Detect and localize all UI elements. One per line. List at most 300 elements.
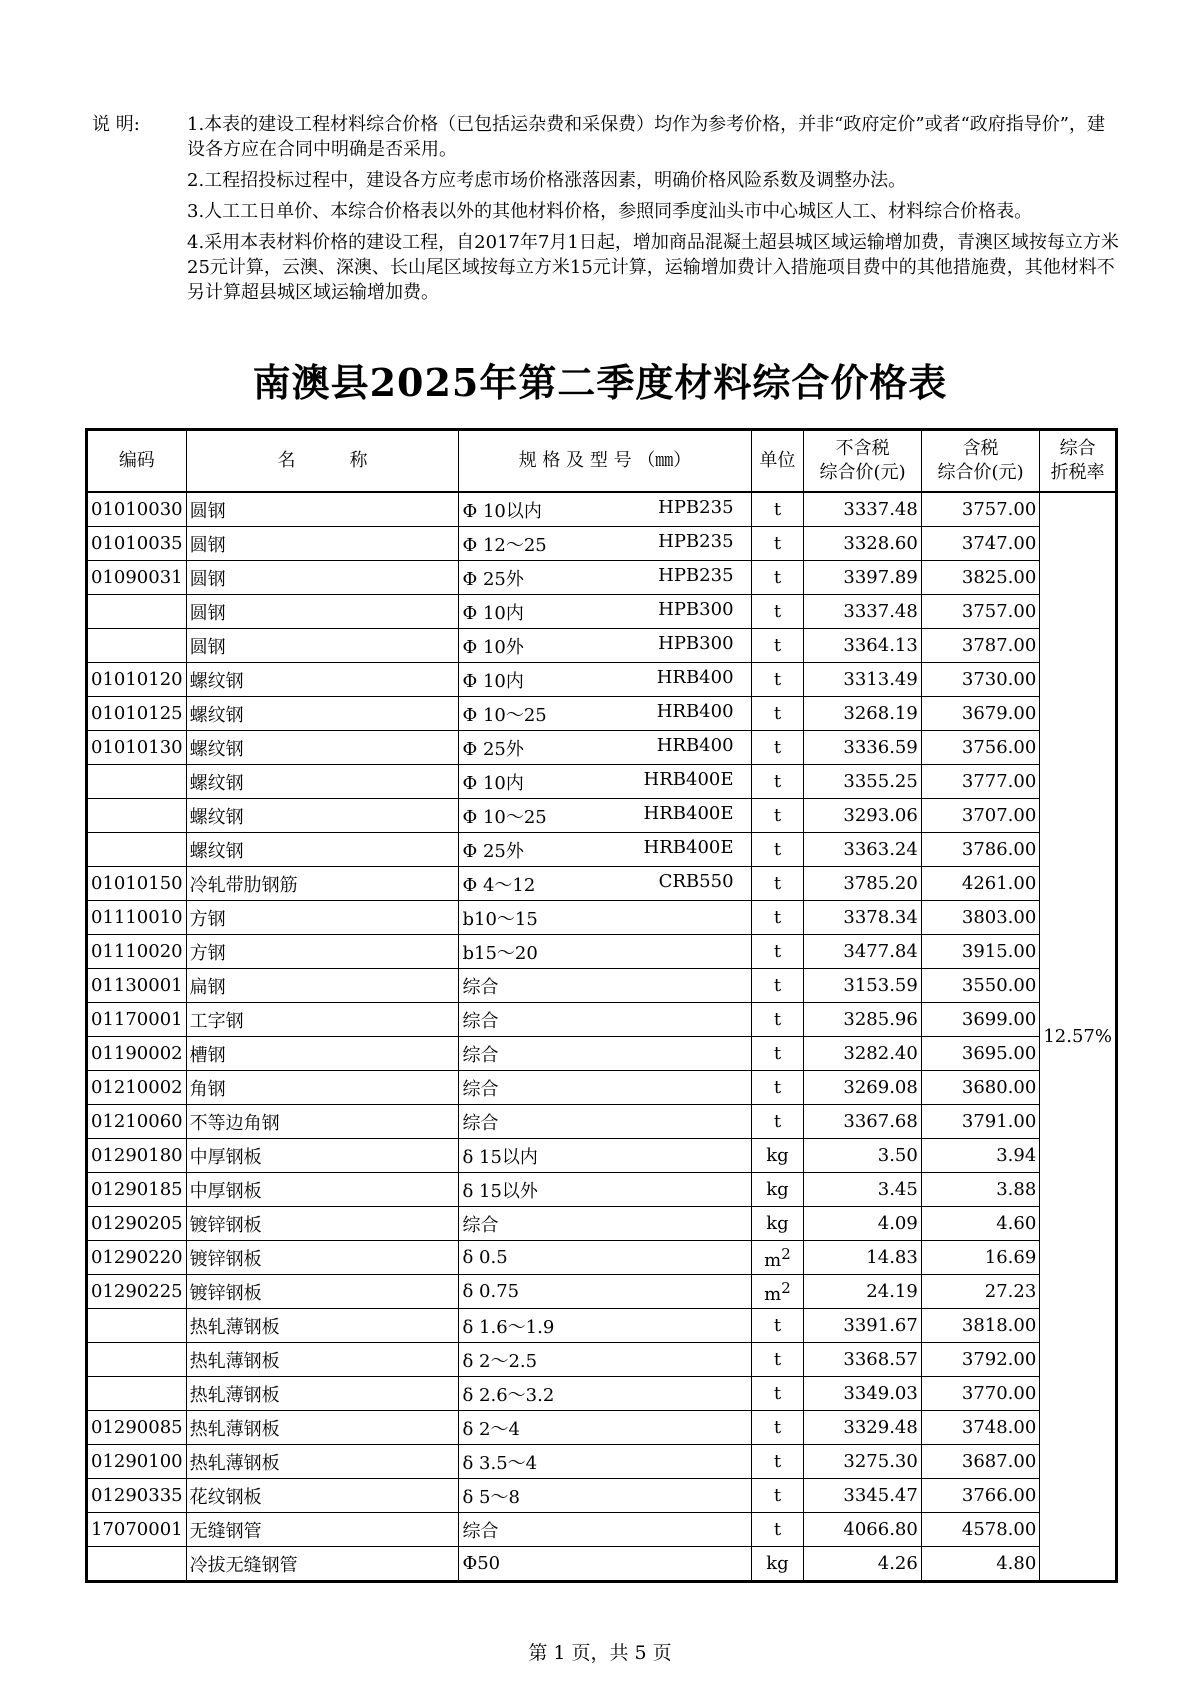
cell-tax: 3757.00 xyxy=(921,492,1039,527)
cell-tax: 3748.00 xyxy=(921,1411,1039,1445)
table-row xyxy=(87,663,1117,697)
cell-spec xyxy=(459,663,751,697)
cell-code: 01190002 xyxy=(87,1037,187,1071)
cell-pre-tax: 3477.84 xyxy=(804,935,922,969)
header-rate xyxy=(1040,430,1117,493)
cell-unit xyxy=(751,833,804,867)
unit-text: t xyxy=(773,499,782,520)
cell-pre-tax: 3345.47 xyxy=(804,1479,922,1513)
cell-unit xyxy=(751,1343,804,1377)
unit-text: t xyxy=(773,703,782,724)
unit-text: t xyxy=(773,1315,782,1336)
cell-tax: 4578.00 xyxy=(921,1513,1039,1547)
header-pre-tax xyxy=(804,430,922,493)
cell-name: 槽钢 xyxy=(186,1037,459,1071)
cell-unit xyxy=(751,527,804,561)
cell-name: 镀锌钢板 xyxy=(186,1275,459,1309)
cell-unit xyxy=(751,595,804,629)
table-row xyxy=(87,833,1117,867)
header-rate-line2: 折税率 xyxy=(1050,462,1105,483)
page-title: 南澳县2025年第二季度材料综合价格表 xyxy=(252,360,948,405)
cell-unit xyxy=(751,1275,804,1309)
table-row xyxy=(87,527,1117,561)
cell-code: 01110020 xyxy=(87,935,187,969)
spec-size: δ 5～8 xyxy=(462,1486,520,1508)
cell-unit xyxy=(751,867,804,901)
unit-text: t xyxy=(773,873,782,894)
cell-pre-tax: 3.50 xyxy=(804,1139,922,1173)
cell-tax: 3756.00 xyxy=(921,731,1039,765)
cell-tax: 3707.00 xyxy=(921,799,1039,833)
cell-code: 01290205 xyxy=(87,1207,187,1241)
cell-tax: 3747.00 xyxy=(921,527,1039,561)
spec-size: δ 2.6～3.2 xyxy=(462,1384,555,1406)
unit-text: t xyxy=(773,635,782,656)
unit-text: t xyxy=(773,1485,782,1506)
table-row xyxy=(87,731,1117,765)
cell-tax: 3687.00 xyxy=(921,1445,1039,1479)
cell-name: 热轧薄钢板 xyxy=(186,1343,459,1377)
spec-size: Φ 10内 xyxy=(462,670,524,692)
cell-name: 螺纹钢 xyxy=(186,731,459,765)
cell-code: 01290225 xyxy=(87,1275,187,1309)
cell-pre-tax: 3378.34 xyxy=(804,901,922,935)
cell-pre-tax: 3268.19 xyxy=(804,697,922,731)
table-row xyxy=(87,1139,1117,1173)
unit-text: t xyxy=(773,1519,782,1540)
cell-tax: 3803.00 xyxy=(921,901,1039,935)
cell-tax: 3.88 xyxy=(921,1173,1039,1207)
cell-tax: 4.80 xyxy=(921,1547,1039,1582)
cell-unit xyxy=(751,765,804,799)
cell-unit xyxy=(751,1445,804,1479)
cell-rate: 12.57% xyxy=(1040,492,1117,1582)
spec-grade: HPB235 xyxy=(658,496,734,518)
unit-sup: 2 xyxy=(781,1278,791,1297)
spec-grade: HRB400 xyxy=(656,700,734,722)
cell-spec xyxy=(459,1547,751,1582)
cell-spec xyxy=(459,1513,751,1547)
unit-text: t xyxy=(773,533,782,554)
cell-unit xyxy=(751,1547,804,1582)
cell-unit xyxy=(751,731,804,765)
table-row xyxy=(87,765,1117,799)
unit-text: t xyxy=(773,839,782,860)
cell-pre-tax: 14.83 xyxy=(804,1241,922,1275)
cell-tax: 3680.00 xyxy=(921,1071,1039,1105)
table-row xyxy=(87,867,1117,901)
cell-spec xyxy=(459,1411,751,1445)
spec-size: δ 0.75 xyxy=(462,1281,520,1302)
cell-tax: 3786.00 xyxy=(921,833,1039,867)
spec-grade: HPB300 xyxy=(658,598,734,620)
cell-unit xyxy=(751,1513,804,1547)
spec-size: Φ 25外 xyxy=(462,568,524,590)
header-tax xyxy=(921,430,1039,493)
cell-name: 螺纹钢 xyxy=(186,765,459,799)
cell-code: 01290185 xyxy=(87,1173,187,1207)
table-row xyxy=(87,1479,1117,1513)
unit-text: t xyxy=(773,1077,782,1098)
cell-pre-tax: 3328.60 xyxy=(804,527,922,561)
cell-pre-tax: 3275.30 xyxy=(804,1445,922,1479)
cell-spec xyxy=(459,697,751,731)
unit-text: t xyxy=(773,1009,782,1030)
notes xyxy=(92,112,1122,311)
header-name: 名 称 xyxy=(186,430,459,493)
cell-pre-tax: 3349.03 xyxy=(804,1377,922,1411)
unit-text: t xyxy=(773,1451,782,1472)
cell-code: 01010150 xyxy=(87,867,187,901)
cell-code: 01170001 xyxy=(87,1003,187,1037)
spec-grade: HRB400E xyxy=(643,836,734,858)
cell-code: 01130001 xyxy=(87,969,187,1003)
table-row xyxy=(87,629,1117,663)
unit-text: kg xyxy=(766,1145,789,1166)
cell-tax: 3766.00 xyxy=(921,1479,1039,1513)
cell-spec xyxy=(459,1479,751,1513)
cell-code: 17070001 xyxy=(87,1513,187,1547)
table-row xyxy=(87,969,1117,1003)
cell-tax: 3757.00 xyxy=(921,595,1039,629)
unit-text: t xyxy=(773,1349,782,1370)
table-row xyxy=(87,901,1117,935)
cell-unit xyxy=(751,1003,804,1037)
cell-unit xyxy=(751,1071,804,1105)
spec-size: Φ 10～25 xyxy=(462,704,547,726)
cell-name: 螺纹钢 xyxy=(186,697,459,731)
cell-pre-tax: 3368.57 xyxy=(804,1343,922,1377)
cell-spec xyxy=(459,1309,751,1343)
cell-code: 01210060 xyxy=(87,1105,187,1139)
cell-name: 方钢 xyxy=(186,901,459,935)
spec-size: Φ 4～12 xyxy=(462,874,536,896)
cell-pre-tax: 3153.59 xyxy=(804,969,922,1003)
cell-pre-tax: 4066.80 xyxy=(804,1513,922,1547)
cell-spec xyxy=(459,561,751,595)
cell-pre-tax: 3397.89 xyxy=(804,561,922,595)
spec-grade: HRB400E xyxy=(643,768,734,790)
cell-spec xyxy=(459,527,751,561)
spec-size: b15～20 xyxy=(462,942,538,964)
cell-pre-tax: 3329.48 xyxy=(804,1411,922,1445)
unit-text: t xyxy=(773,975,782,996)
cell-pre-tax: 3355.25 xyxy=(804,765,922,799)
table-row xyxy=(87,492,1117,527)
cell-spec xyxy=(459,1139,751,1173)
cell-name: 圆钢 xyxy=(186,492,459,527)
cell-name: 中厚钢板 xyxy=(186,1173,459,1207)
table-row xyxy=(87,1037,1117,1071)
spec-size: b10～15 xyxy=(462,908,538,930)
cell-code: 01110010 xyxy=(87,901,187,935)
spec-size: Φ 12～25 xyxy=(462,534,547,556)
cell-code: 01290220 xyxy=(87,1241,187,1275)
cell-spec xyxy=(459,1343,751,1377)
cell-unit xyxy=(751,1139,804,1173)
table-row xyxy=(87,1547,1117,1582)
cell-name: 圆钢 xyxy=(186,527,459,561)
cell-unit xyxy=(751,1377,804,1411)
cell-spec xyxy=(459,492,751,527)
cell-name: 扁钢 xyxy=(186,969,459,1003)
cell-unit xyxy=(751,697,804,731)
cell-pre-tax: 3337.48 xyxy=(804,595,922,629)
note-item: 2.工程招投标过程中，建设各方应考虑市场价格涨落因素，明确价格风险系数及调整办法。 xyxy=(187,170,907,191)
table-row xyxy=(87,595,1117,629)
cell-unit xyxy=(751,1207,804,1241)
cell-tax: 3550.00 xyxy=(921,969,1039,1003)
cell-code: 01290335 xyxy=(87,1479,187,1513)
header-unit: 单位 xyxy=(751,430,804,493)
spec-size: Φ 10内 xyxy=(462,602,524,624)
cell-name: 冷轧带肋钢筋 xyxy=(186,867,459,901)
cell-code: 01010030 xyxy=(87,492,187,527)
cell-spec xyxy=(459,1071,751,1105)
table-row xyxy=(87,697,1117,731)
cell-tax: 3915.00 xyxy=(921,935,1039,969)
cell-spec xyxy=(459,867,751,901)
spec-size: Φ 10外 xyxy=(462,636,524,658)
cell-pre-tax: 3.45 xyxy=(804,1173,922,1207)
table-row xyxy=(87,1241,1117,1275)
unit-text: t xyxy=(773,907,782,928)
cell-spec xyxy=(459,1037,751,1071)
table-row xyxy=(87,1105,1117,1139)
note-item: 3.人工工日单价、本综合价格表以外的其他材料价格，参照同季度汕头市中心城区人工、材料综合价格表。 xyxy=(187,201,1033,222)
unit-text: m xyxy=(764,1283,782,1305)
cell-spec xyxy=(459,833,751,867)
spec-size: δ 3.5～4 xyxy=(462,1452,538,1474)
cell-tax: 27.23 xyxy=(921,1275,1039,1309)
header-tax-line2: 综合价(元) xyxy=(937,462,1024,483)
cell-spec xyxy=(459,1003,751,1037)
spec-size: Φ 10内 xyxy=(462,772,524,794)
note-item: 1.本表的建设工程材料综合价格（已包括运杂费和采保费）均作为参考价格，并非“政府定价”或者“政府指导价”，建设各方应在合同中明确是否采用。 xyxy=(187,114,1105,160)
cell-code: 01010125 xyxy=(87,697,187,731)
cell-code: 01010130 xyxy=(87,731,187,765)
spec-size: δ 15以内 xyxy=(462,1146,538,1168)
cell-tax: 16.69 xyxy=(921,1241,1039,1275)
cell-pre-tax: 3337.48 xyxy=(804,492,922,527)
header-tax-line1: 含税 xyxy=(962,438,999,459)
unit-text: t xyxy=(773,1111,782,1132)
cell-spec xyxy=(459,969,751,1003)
cell-pre-tax: 3367.68 xyxy=(804,1105,922,1139)
unit-text: t xyxy=(773,805,782,826)
cell-name: 角钢 xyxy=(186,1071,459,1105)
spec-size: Φ 10～25 xyxy=(462,806,547,828)
cell-spec xyxy=(459,1105,751,1139)
cell-code: 01010035 xyxy=(87,527,187,561)
cell-name: 螺纹钢 xyxy=(186,833,459,867)
spec-grade: HRB400 xyxy=(656,734,734,756)
cell-pre-tax: 3336.59 xyxy=(804,731,922,765)
cell-spec xyxy=(459,799,751,833)
price-table xyxy=(85,428,1118,1583)
spec-size: δ 0.5 xyxy=(462,1247,508,1268)
unit-text: t xyxy=(773,771,782,792)
unit-text: t xyxy=(773,1043,782,1064)
cell-pre-tax: 3313.49 xyxy=(804,663,922,697)
cell-pre-tax: 3364.13 xyxy=(804,629,922,663)
cell-pre-tax: 4.09 xyxy=(804,1207,922,1241)
unit-text: t xyxy=(773,737,782,758)
table-row xyxy=(87,561,1117,595)
cell-spec xyxy=(459,629,751,663)
cell-code: 01290100 xyxy=(87,1445,187,1479)
cell-spec xyxy=(459,1241,751,1275)
spec-size: 综合 xyxy=(462,1520,499,1542)
cell-spec xyxy=(459,1377,751,1411)
table-row xyxy=(87,935,1117,969)
cell-code xyxy=(87,1343,187,1377)
cell-code: 01010120 xyxy=(87,663,187,697)
cell-tax: 3787.00 xyxy=(921,629,1039,663)
spec-size: 综合 xyxy=(462,1112,499,1134)
cell-unit xyxy=(751,492,804,527)
spec-size: Φ50 xyxy=(462,1553,501,1574)
cell-name: 热轧薄钢板 xyxy=(186,1445,459,1479)
spec-size: 综合 xyxy=(462,1214,499,1236)
cell-spec xyxy=(459,935,751,969)
cell-code xyxy=(87,1309,187,1343)
unit-text: t xyxy=(773,941,782,962)
cell-code xyxy=(87,595,187,629)
cell-name: 花纹钢板 xyxy=(186,1479,459,1513)
table-row xyxy=(87,1207,1117,1241)
cell-name: 热轧薄钢板 xyxy=(186,1377,459,1411)
cell-unit xyxy=(751,629,804,663)
table-row xyxy=(87,1343,1117,1377)
cell-unit xyxy=(751,1479,804,1513)
unit-text: m xyxy=(764,1249,782,1271)
table-row xyxy=(87,1513,1117,1547)
cell-code xyxy=(87,799,187,833)
cell-spec xyxy=(459,1173,751,1207)
header-rate-line1: 综合 xyxy=(1059,438,1096,459)
unit-text: t xyxy=(773,567,782,588)
cell-name: 不等边角钢 xyxy=(186,1105,459,1139)
cell-tax: 3791.00 xyxy=(921,1105,1039,1139)
header-pre-tax-line2: 综合价(元) xyxy=(819,462,906,483)
cell-pre-tax: 24.19 xyxy=(804,1275,922,1309)
cell-tax: 3.94 xyxy=(921,1139,1039,1173)
unit-text: t xyxy=(773,1383,782,1404)
cell-unit xyxy=(751,901,804,935)
header-spec: 规 格 及 型 号 （㎜） xyxy=(459,430,751,493)
cell-spec xyxy=(459,1207,751,1241)
spec-size: 综合 xyxy=(462,1044,499,1066)
cell-name: 热轧薄钢板 xyxy=(186,1309,459,1343)
cell-tax: 4261.00 xyxy=(921,867,1039,901)
cell-pre-tax: 3363.24 xyxy=(804,833,922,867)
cell-name: 圆钢 xyxy=(186,629,459,663)
header-code: 编码 xyxy=(87,430,187,493)
cell-name: 中厚钢板 xyxy=(186,1139,459,1173)
cell-unit xyxy=(751,1037,804,1071)
cell-code: 01090031 xyxy=(87,561,187,595)
cell-tax: 3792.00 xyxy=(921,1343,1039,1377)
unit-text: t xyxy=(773,601,782,622)
cell-pre-tax: 3391.67 xyxy=(804,1309,922,1343)
cell-spec xyxy=(459,765,751,799)
cell-pre-tax: 3285.96 xyxy=(804,1003,922,1037)
spec-size: Φ 25外 xyxy=(462,738,524,760)
header-pre-tax-line1: 不含税 xyxy=(835,438,890,459)
cell-spec xyxy=(459,1275,751,1309)
cell-tax: 4.60 xyxy=(921,1207,1039,1241)
table-row xyxy=(87,799,1117,833)
cell-tax: 3695.00 xyxy=(921,1037,1039,1071)
unit-text: t xyxy=(773,1417,782,1438)
unit-text: kg xyxy=(766,1213,789,1234)
cell-name: 方钢 xyxy=(186,935,459,969)
cell-unit xyxy=(751,969,804,1003)
cell-name: 镀锌钢板 xyxy=(186,1241,459,1275)
cell-tax: 3679.00 xyxy=(921,697,1039,731)
cell-spec xyxy=(459,1445,751,1479)
cell-name: 圆钢 xyxy=(186,561,459,595)
cell-tax: 3777.00 xyxy=(921,765,1039,799)
spec-grade: HRB400 xyxy=(656,666,734,688)
spec-size: Φ 10以内 xyxy=(462,500,542,522)
unit-text: kg xyxy=(766,1553,789,1574)
cell-unit xyxy=(751,1105,804,1139)
cell-name: 镀锌钢板 xyxy=(186,1207,459,1241)
cell-unit xyxy=(751,1411,804,1445)
spec-grade: HRB400E xyxy=(643,802,734,824)
spec-size: 综合 xyxy=(462,1010,499,1032)
unit-sup: 2 xyxy=(781,1244,791,1263)
cell-pre-tax: 3269.08 xyxy=(804,1071,922,1105)
cell-pre-tax: 4.26 xyxy=(804,1547,922,1582)
table-row xyxy=(87,1377,1117,1411)
table-row xyxy=(87,1275,1117,1309)
cell-code xyxy=(87,629,187,663)
notes-label: 说 明: xyxy=(92,114,140,135)
cell-pre-tax: 3282.40 xyxy=(804,1037,922,1071)
cell-spec xyxy=(459,901,751,935)
spec-size: δ 15以外 xyxy=(462,1180,538,1202)
table-row xyxy=(87,1309,1117,1343)
spec-size: δ 2～2.5 xyxy=(462,1350,538,1372)
table-header xyxy=(87,430,1117,493)
table-row xyxy=(87,1411,1117,1445)
cell-code: 01210002 xyxy=(87,1071,187,1105)
spec-size: δ 1.6～1.9 xyxy=(462,1316,555,1338)
cell-name: 冷拔无缝钢管 xyxy=(186,1547,459,1582)
table-row xyxy=(87,1071,1117,1105)
cell-code: 01290180 xyxy=(87,1139,187,1173)
cell-pre-tax: 3785.20 xyxy=(804,867,922,901)
cell-spec xyxy=(459,731,751,765)
cell-unit xyxy=(751,1173,804,1207)
cell-name: 螺纹钢 xyxy=(186,799,459,833)
table-row xyxy=(87,1003,1117,1037)
table-row xyxy=(87,1173,1117,1207)
cell-code xyxy=(87,1547,187,1582)
cell-name: 圆钢 xyxy=(186,595,459,629)
table-row xyxy=(87,1445,1117,1479)
cell-tax: 3730.00 xyxy=(921,663,1039,697)
unit-text: kg xyxy=(766,1179,789,1200)
cell-unit xyxy=(751,663,804,697)
cell-code xyxy=(87,1377,187,1411)
cell-name: 工字钢 xyxy=(186,1003,459,1037)
cell-tax: 3818.00 xyxy=(921,1309,1039,1343)
cell-tax: 3699.00 xyxy=(921,1003,1039,1037)
